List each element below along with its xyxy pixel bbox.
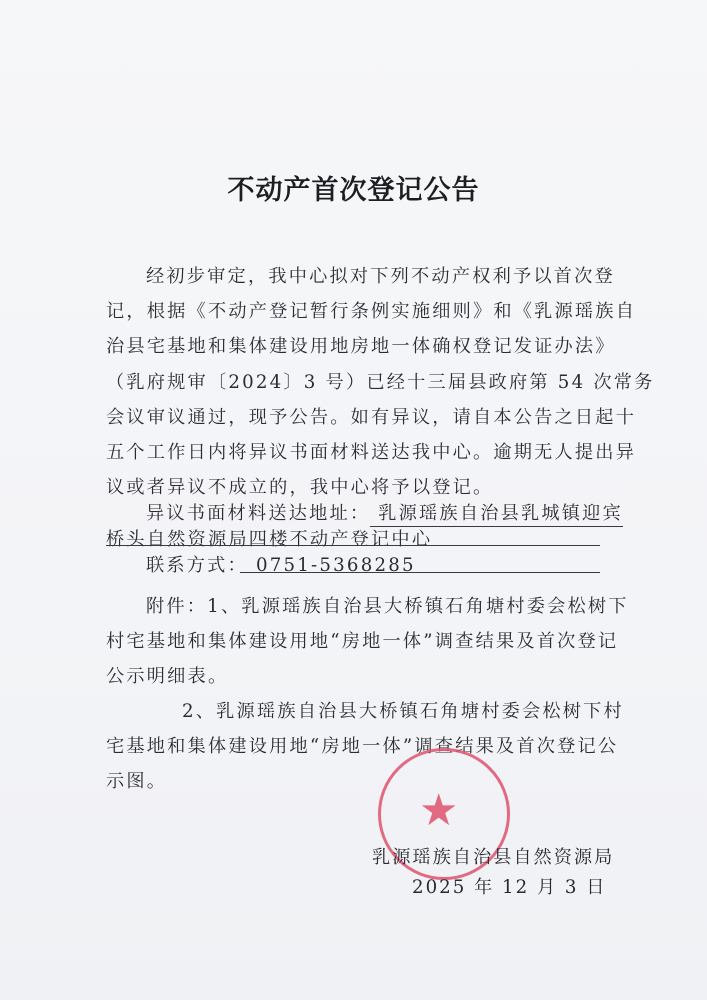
address-row (146, 499, 623, 527)
attachment-1-line: 公示明细表。 (106, 666, 229, 687)
contact-row (146, 551, 416, 577)
contact-label: 联系方式： (146, 555, 248, 576)
address-value-line2: 桥头自然资源局四楼不动产登记中心 (106, 529, 433, 550)
body-line: 治县宅基地和集体建设用地房地一体确权登记发证办法》 (106, 336, 616, 357)
attachment-2-line: 宅基地和集体建设用地“房地一体”调查结果及首次登记公 (106, 736, 619, 757)
attachment-2-line: 示图。 (106, 771, 168, 792)
address-row-2 (106, 525, 432, 551)
document-title: 不动产首次登记公告 (227, 175, 480, 206)
attachment-1-line: 村宅基地和集体建设用地“房地一体”调查结果及首次登记 (106, 631, 619, 652)
contact-underline (240, 572, 600, 573)
body-line: 五个工作日内将异议书面材料送达我中心。逾期无人提出异 (106, 442, 637, 463)
body-line: 议或者异议不成立的，我中心将予以登记。 (106, 477, 494, 498)
address-underline (106, 545, 600, 546)
attachment-2-line: 2、乳源瑶族自治县大桥镇石角塘村委会松树下村 (182, 701, 624, 722)
address-label: 异议书面材料送达地址： (146, 503, 371, 524)
address-value-line1: 乳源瑶族自治县乳城镇迎宾 (370, 499, 623, 527)
body-line: 会议审议通过，现予公告。如有异议，请自本公告之日起十 (106, 407, 637, 428)
body-line: 经初步审定，我中心拟对下列不动产权利予以首次登 (146, 266, 615, 287)
attachments-label: 附件： (146, 596, 208, 617)
attachment-1-line: 1、乳源瑶族自治县大桥镇石角塘村委会松树下 (207, 596, 629, 617)
contact-value: 0751-5368285 (255, 555, 416, 576)
signature-date: 2025 年 12 月 3 日 (412, 877, 607, 898)
signature-org: 乳源瑶族自治县自然资源局 (372, 847, 615, 868)
attachment-1-row (146, 592, 629, 618)
body-line: （乳府规审〔2024〕3 号）已经十三届县政府第 54 次常务 (106, 372, 655, 393)
seal-star-icon: ★ (419, 785, 459, 836)
body-line: 记，根据《不动产登记暂行条例实施细则》和《乳源瑶族自 (106, 301, 637, 322)
